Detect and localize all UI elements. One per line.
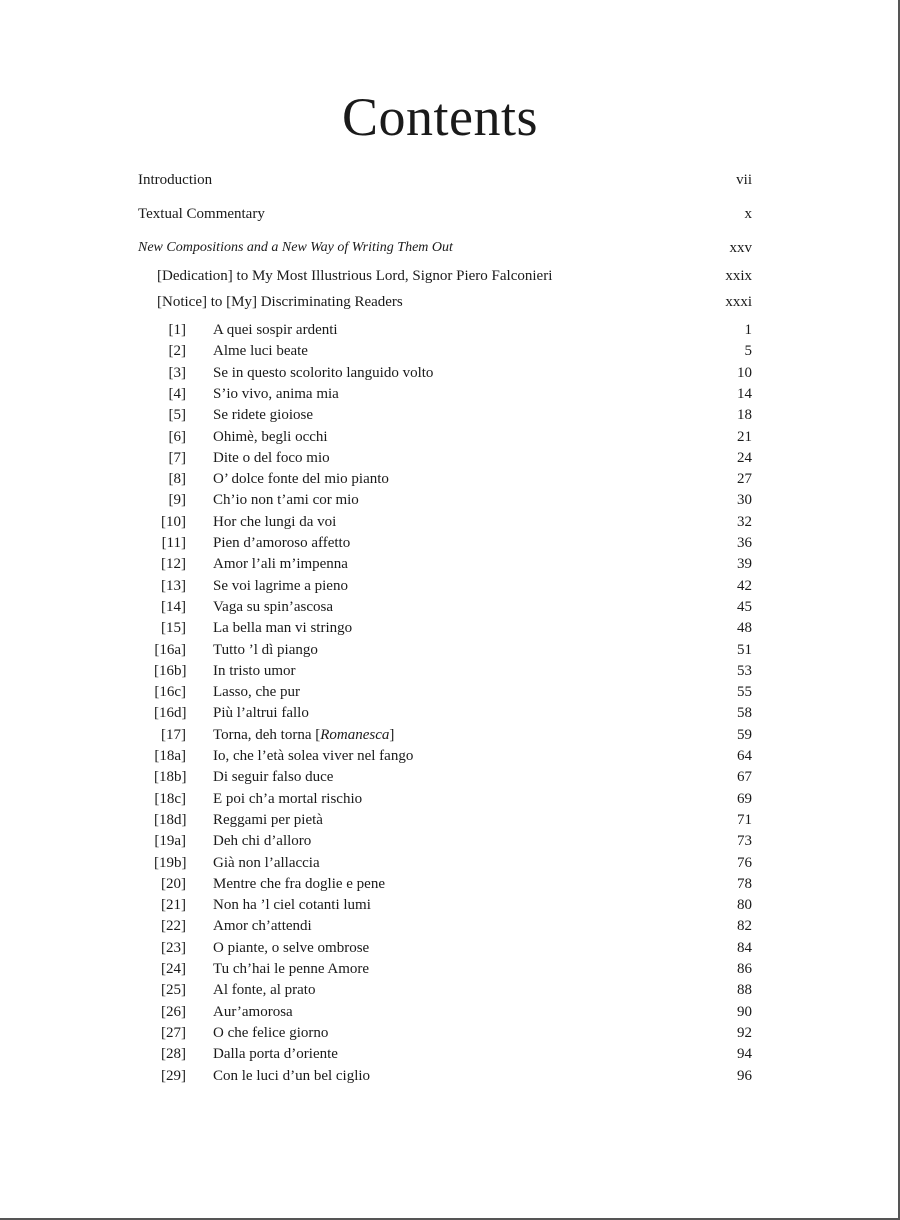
toc-entry-label: [Dedication] to My Most Illustrious Lord, Signor Piero Falconieri [157,268,553,284]
toc-entry[interactable] [0,469,900,489]
entry-title-text: Tu ch’hai le penne Amore [213,961,370,977]
toc-entry[interactable] [0,1066,900,1086]
entry-page: 67 [737,769,752,785]
entry-page: 82 [737,918,752,934]
entry-title [213,789,362,809]
entry-title-text: Torna, deh torna [ [213,727,321,743]
entry-number: [18d] [154,812,187,828]
toc-entry-dedication[interactable] [157,266,752,286]
entry-page: 36 [737,535,752,551]
entry-page: 21 [737,429,752,445]
entry-page: 92 [737,1025,752,1041]
entry-title-text: Aur’amorosa [213,1004,293,1020]
toc-entry[interactable] [0,980,900,1000]
entry-number: [28] [161,1046,186,1062]
entry-title-text: Se voi lagrime a pieno [213,578,348,594]
page-title: Contents [341,87,538,148]
entry-title [213,1023,328,1043]
entry-page: 73 [737,833,752,849]
entry-title-text: Più l’altrui fallo [213,705,309,721]
entry-number: [1] [168,322,186,338]
toc-entry[interactable] [0,554,900,574]
entry-page: 78 [737,876,752,892]
entry-title-text: Deh chi d’alloro [213,833,312,849]
toc-entry-page: xxv [729,240,752,256]
entry-title [213,427,328,447]
entry-title-text: O’ dolce fonte del mio pianto [213,471,389,487]
entry-number: [22] [161,918,186,934]
toc-entry[interactable] [0,767,900,787]
entry-number: [13] [161,578,186,594]
entry-number: [26] [161,1004,186,1020]
entry-title-text: Già non l’allaccia [213,855,320,871]
toc-entry[interactable] [0,725,900,745]
entry-number: [17] [161,727,186,743]
entry-title [213,853,320,873]
entry-number: [18c] [154,791,186,807]
entry-page: 53 [737,663,752,679]
entry-title-text: Se ridete gioiose [213,407,313,423]
toc-entry-notice[interactable] [157,292,752,312]
entry-title [213,363,433,383]
entry-title-text: O che felice giorno [213,1025,329,1041]
entry-page: 32 [737,514,752,530]
toc-entry[interactable] [0,405,900,425]
toc-entry[interactable] [0,533,900,553]
entry-title [213,533,350,553]
entry-page: 30 [737,492,752,508]
toc-entry[interactable] [0,895,900,915]
entry-title [213,661,296,681]
entry-page: 24 [737,450,752,466]
entry-title [213,1002,293,1022]
entry-title-text: Vaga su spin’ascosa [213,599,333,615]
entry-title [213,980,315,1000]
toc-entry[interactable] [0,703,900,723]
entry-page: 90 [737,1004,752,1020]
entry-page: 71 [737,812,752,828]
toc-entry[interactable] [0,874,900,894]
entry-title [213,490,359,510]
entry-title [213,831,311,851]
entry-page: 96 [737,1068,752,1084]
entry-number: [3] [168,365,186,381]
toc-entry[interactable] [0,640,900,660]
toc-entry-label: Introduction [138,172,213,188]
entry-number: [16a] [154,642,186,658]
entry-page: 84 [737,940,752,956]
entry-page: 88 [737,982,752,998]
entry-title [213,405,313,425]
entry-number: [18a] [154,748,186,764]
toc-entry-label: Textual Commentary [138,206,265,222]
entry-number: [2] [168,343,186,359]
entry-title-text: Ohimè, begli occhi [213,429,328,445]
entry-title-text: Ch’io non t’ami cor mio [213,492,359,508]
toc-entry[interactable] [0,916,900,936]
entry-number: [11] [161,535,186,551]
entry-title-text: La bella man vi stringo [213,620,353,636]
entry-number: [21] [161,897,186,913]
toc-entry-label: New Compositions and a New Way of Writing Them Out [138,240,453,255]
entry-number: [8] [168,471,186,487]
entry-number: [25] [161,982,186,998]
entry-page: 1 [744,322,752,338]
entry-title [213,512,336,532]
entry-number: [24] [161,961,186,977]
entry-title [213,597,333,617]
toc-entry[interactable] [0,320,900,340]
entry-title-text: Non ha ’l ciel cotanti lumi [213,897,371,913]
toc-entry-textual-commentary[interactable] [138,204,752,224]
toc-entry[interactable] [0,938,900,958]
toc-entry[interactable] [0,661,900,681]
toc-entry[interactable] [0,831,900,851]
toc-entry-page: vii [736,172,752,188]
entry-page: 55 [737,684,752,700]
toc-entry-new-compositions[interactable] [138,238,752,258]
toc-entry[interactable] [0,597,900,617]
entry-title [213,810,323,830]
toc-entry[interactable] [0,490,900,510]
entry-title-text: Con le luci d’un bel ciglio [213,1068,371,1084]
entry-number: [7] [168,450,186,466]
entry-title-text: E poi ch’a mortal rischio [213,791,363,807]
entry-title-text: Hor che lungi da voi [213,514,337,530]
toc-entry[interactable] [0,746,900,766]
entry-title [213,938,369,958]
entry-title [213,874,385,894]
entry-number: [9] [168,492,186,508]
entry-title [213,895,371,915]
entry-title-text: Di seguir falso duce [213,769,334,785]
entry-title [213,746,413,766]
entry-page: 80 [737,897,752,913]
entry-page: 14 [737,386,752,402]
toc-entry-page: xxix [725,268,752,284]
entry-title [213,618,352,638]
toc-entry[interactable] [0,384,900,404]
entry-title [213,384,339,404]
entry-number: [27] [161,1025,186,1041]
entry-title [213,1066,370,1086]
toc-entry-page: x [744,206,752,222]
entry-number: [16b] [154,663,187,679]
toc-entry-introduction[interactable] [138,170,752,190]
toc-entry[interactable] [0,448,900,468]
entry-number: [16c] [154,684,186,700]
toc-entry[interactable] [0,576,900,596]
entry-page: 69 [737,791,752,807]
entry-title-text: Amor ch’attendi [213,918,312,934]
entry-page: 10 [737,365,752,381]
entry-page: 51 [737,642,752,658]
entry-number: [6] [168,429,186,445]
entry-title [213,703,309,723]
entry-title [213,640,318,660]
entry-title [213,554,348,574]
entry-number: [23] [161,940,186,956]
entry-title-text: In tristo umor [213,663,296,679]
entry-number: [14] [161,599,186,615]
entry-page: 76 [737,855,752,871]
entry-page: 64 [737,748,752,764]
toc-entry[interactable] [0,1023,900,1043]
toc-entry[interactable] [0,810,900,830]
entry-page: 27 [737,471,752,487]
entry-page: 48 [737,620,752,636]
toc-entry[interactable] [0,363,900,383]
entry-title-text: Al fonte, al prato [213,982,316,998]
entry-title-italic: Romanesca [320,727,390,743]
toc-entry[interactable] [0,959,900,979]
entry-title-text: Dalla porta d’oriente [213,1046,338,1062]
entry-title-text: Pien d’amoroso affetto [213,535,351,551]
toc-entry-label: [Notice] to [My] Discriminating Readers [157,294,403,310]
entry-number: [19a] [154,833,186,849]
entry-number: [4] [168,386,186,402]
entry-title-text: Io, che l’età solea viver nel fango [213,748,414,764]
entry-title-text: Lasso, che pur [213,684,301,700]
entry-page: 42 [737,578,752,594]
toc-entry[interactable] [0,427,900,447]
toc-entry[interactable] [0,1044,900,1064]
entry-number: [10] [161,514,186,530]
entry-page: 86 [737,961,752,977]
toc-entry[interactable] [0,618,900,638]
entry-title-text: Tutto ’l dì piango [213,642,318,658]
entry-number: [16d] [154,705,187,721]
toc-entry[interactable] [0,512,900,532]
entry-page: 94 [737,1046,752,1062]
entry-title-text: O piante, o selve ombrose [213,940,370,956]
entry-title-text: Reggami per pietà [213,812,323,828]
entry-title [213,916,312,936]
toc-entry[interactable] [0,341,900,361]
toc-entry[interactable] [0,853,900,873]
entry-title-text: Amor l’ali m’impenna [213,556,348,572]
entry-page: 5 [744,343,752,359]
entry-page: 59 [737,727,752,743]
entry-number: [20] [161,876,186,892]
entry-number: [29] [161,1068,186,1084]
entry-number: [15] [161,620,186,636]
entry-title [213,341,308,361]
entry-title [213,469,389,489]
entry-page: 45 [737,599,752,615]
entry-title-text: Alme luci beate [213,343,308,359]
entry-number: [12] [161,556,186,572]
entry-title-text: S’io vivo, anima mia [213,386,339,402]
entry-title-text: Mentre che fra doglie e pene [213,876,385,892]
entry-title [213,725,394,745]
entry-title-text: Se in questo scolorito languido volto [213,365,434,381]
entry-title [213,576,348,596]
entry-page: 18 [737,407,752,423]
entry-title [213,767,333,787]
entry-title [213,320,338,340]
toc-entry[interactable] [0,682,900,702]
entry-title [213,959,369,979]
entry-number: [5] [168,407,186,423]
entry-number: [18b] [154,769,187,785]
entry-page: 39 [737,556,752,572]
toc-entry[interactable] [0,1002,900,1022]
entry-number: [19b] [154,855,187,871]
toc-entry-page: xxxi [725,294,752,310]
entry-title-suffix: ] [389,727,395,743]
entry-title-text: A quei sospir ardenti [213,322,338,338]
entry-page: 58 [737,705,752,721]
entry-title [213,682,300,702]
entry-title-text: Dite o del foco mio [213,450,330,466]
toc-entry[interactable] [0,789,900,809]
entry-title [213,448,330,468]
entry-title [213,1044,338,1064]
